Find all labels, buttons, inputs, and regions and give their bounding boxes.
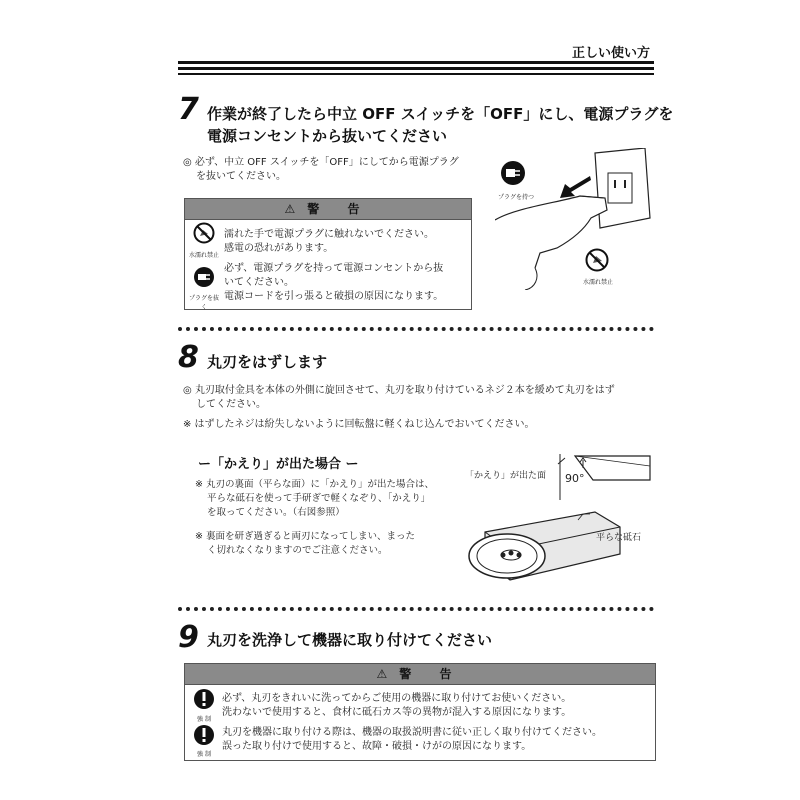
burr-note2-line2: く切れなくなりますのでご注意ください。 (207, 545, 388, 556)
no-wet-hands-icon (193, 222, 215, 244)
step-number-8: 8 (178, 340, 199, 375)
header-rule-1 (178, 61, 654, 64)
mandatory-icon-1 (193, 688, 215, 710)
step7-warning-item2-line1: 必ず、電源プラグを持って電源コンセントから抜 (224, 263, 444, 274)
step8-note-line2: してください。 (196, 399, 266, 410)
mandatory-label-1: 強 制 (197, 716, 211, 723)
step-number-7: 7 (178, 92, 199, 127)
step9-warning-item2-line2: 誤った取り付けで使用すると、故障・破損・けがの原因になります。 (222, 741, 532, 752)
hold-plug-label: プラグを持つ (497, 194, 534, 201)
step7-note-line2: を抜いてください。 (196, 171, 286, 182)
step7-warning-item1-line2: 感電の恐れがあります。 (224, 243, 334, 254)
unplug-icon (193, 266, 215, 288)
no-wet-label-figure: 水濡れ禁止 (582, 279, 613, 286)
mandatory-label-2: 強 制 (197, 751, 211, 758)
step7-title-line2: 電源コンセントから抜いてください (207, 127, 448, 145)
step-number-9: 9 (178, 620, 199, 655)
divider-dots-1 (178, 327, 654, 331)
step8-note-line1: ◎ 丸刃取付金具を本体の外側に旋回させて、丸刃を取り付けているネジ２本を緩めて丸刃をはず (183, 385, 615, 396)
step9-warning-item1-line1: 必ず、丸刃をきれいに洗ってからご使用の機器に取り付けてお使いください。 (222, 693, 572, 704)
burr-note2-line1: ※ 裏面を研ぎ過ぎると両刃になってしまい、まった (195, 531, 415, 542)
flat-stone-label: 平らな砥石 (596, 533, 642, 543)
unplug-label: プラグを抜く (188, 295, 219, 311)
step8-note2: ※ はずしたネジは紛失しないように回転盤に軽くねじ込んでおいてください。 (183, 419, 535, 430)
burr-note1-line1: ※ 丸刃の裏面（平らな面）に「かえり」が出た場合は、 (195, 479, 434, 490)
warning-triangle-icon-2: ⚠ (376, 667, 388, 681)
burr-note1-line2: 平らな砥石を使って手研ぎで軽くなぞり、「かえり」 (207, 493, 431, 504)
header-rule-2 (178, 67, 654, 70)
step7-warning-item2-line2: いてください。 (224, 277, 294, 288)
step7-note-line1: ◎ 必ず、中立 OFF スイッチを「OFF」にしてから電源プラグ (183, 157, 459, 168)
header-rule-3 (178, 73, 654, 75)
section-title: 正しい使い方 (571, 46, 650, 61)
warning-triangle-icon: ⚠ (284, 202, 296, 216)
mandatory-icon-2 (193, 724, 215, 746)
step7-title-line1: 作業が終了したら中立 OFF スイッチを「OFF」にし、電源プラグを (207, 105, 674, 123)
divider-dots-2 (178, 607, 654, 611)
burr-note1-line3: を取ってください。（右図参照） (207, 507, 345, 518)
angle-label: 90° (565, 472, 585, 485)
step9-warning-item2-line1: 丸刃を機器に取り付ける際は、機器の取扱説明書に従い正しく取り付けてください。 (222, 727, 602, 738)
no-wet-icon-figure (585, 248, 609, 272)
warning-heading: ⚠ 警 告 (185, 199, 471, 220)
burr-subheading: ー「かえり」が出た場合 ー (198, 457, 359, 472)
no-wet-hands-label: 水濡れ禁止 (188, 252, 219, 259)
burr-surface-label: 「かえり」が出た面 (465, 471, 547, 481)
step8-title: 丸刃をはずします (207, 353, 328, 371)
step7-warning-item2-line3: 電源コードを引っ張ると破損の原因になります。 (224, 291, 444, 302)
hold-plug-icon (500, 160, 526, 186)
step7-warning-item1-line1: 濡れた手で電源プラグに触れないでください。 (224, 229, 434, 240)
step9-warning-item1-line2: 洗わないで使用すると、食材に砥石カス等の異物が混入する原因になります。 (222, 707, 572, 718)
step9-title: 丸刃を洗浄して機器に取り付けてください (207, 631, 493, 649)
warning-heading-2: ⚠ 警 告 (185, 664, 655, 685)
